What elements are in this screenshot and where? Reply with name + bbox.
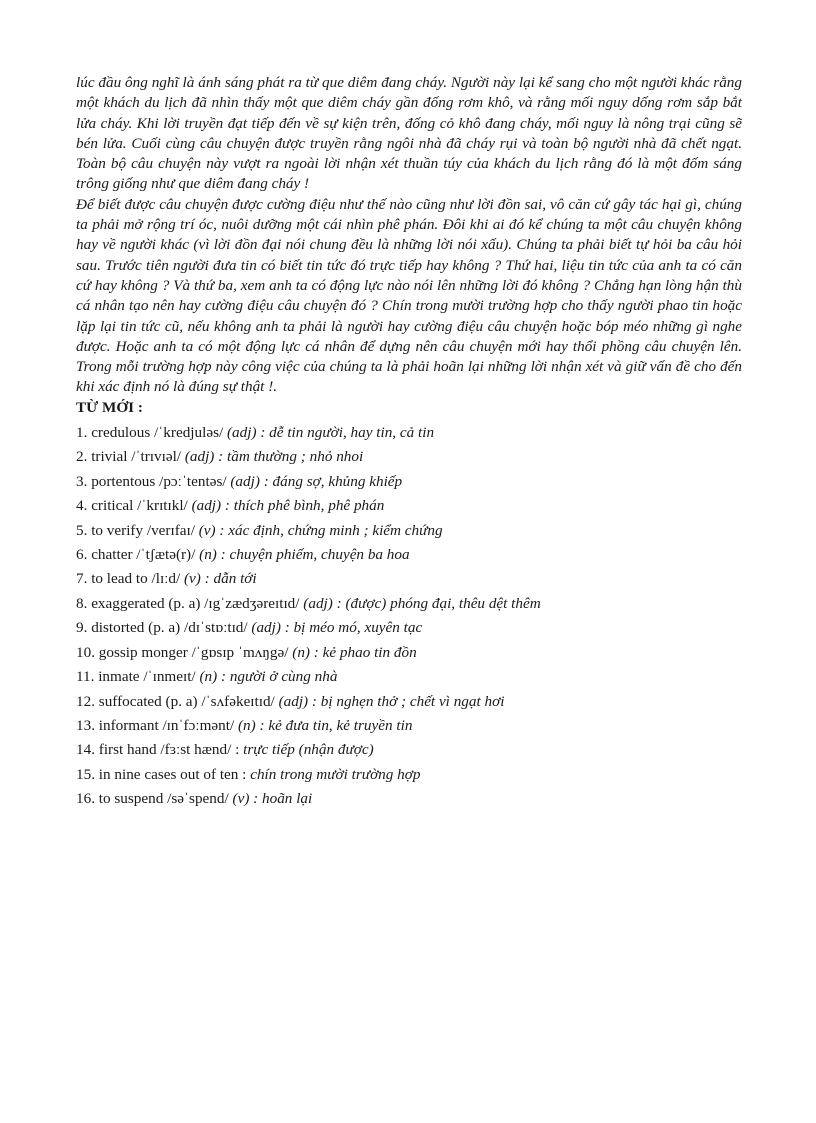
vocab-item	[76, 665, 742, 689]
story-paragraph-1: lúc đầu ông nghĩ là ánh sáng phát ra từ que diêm đang cháy. Người này lại kể sang cho một người khác rằng một khách du lịch đã nhìn thấy một que diêm cháy gần đống rơm khô, và rằng mối nguy dống rơm sắp bắt lửa cháy. Khi lời truyền đạt tiếp đến về sự kiện trên, đống cỏ khô đang cháy, mối nguy là nông trại cũng sẽ bén lửa. Cuối cùng câu chuyện được truyền rằng ngôi nhà đã cháy rụi và toàn bộ người nhà đã chết ngạt. Toàn bộ câu chuyện này vượt ra ngoài lời nhận xét thuần túy của khách du lịch rằng đó là một đốm sáng trông giống như que diêm đang cháy !	[76, 74, 742, 193]
vocab-term: 9. distorted (p. a) /dɪˈstɒːtɪd/	[76, 619, 252, 637]
vocab-item	[76, 543, 742, 567]
vocab-item	[76, 616, 742, 640]
vocab-pos: (adj)	[278, 692, 309, 710]
vocab-meaning: trực tiếp (nhận được)	[243, 741, 374, 759]
vocab-term: 8. exaggerated (p. a) /ɪgˈzædʒəreɪtɪd/	[76, 594, 304, 612]
vocab-item	[76, 641, 742, 665]
vocab-meaning: : kẻ phao tin đồn	[309, 643, 417, 661]
vocab-meaning: : xác định, chứng minh ; kiểm chứng	[215, 521, 443, 539]
vocab-pos: (adj)	[227, 424, 257, 442]
vocab-meaning: : tầm thường ; nhỏ nhoi	[214, 448, 364, 466]
vocab-term: 11. inmate /ˈɪnmeɪt/	[76, 668, 200, 686]
vocab-meaning: : người ở cùng nhà	[217, 668, 338, 686]
vocab-item	[76, 445, 742, 469]
vocab-meaning: : bị nghẹn thở ; chết vì ngạt hơi	[308, 692, 505, 710]
story-paragraph-2: Để biết được câu chuyện được cường điệu như thế nào cũng như lời đồn sai, vô căn cứ gây tác hại gì, chúng ta phải mở rộng trí óc, nuôi dưỡng một cái nhìn phê phán. Đôi khi ai đó kể chúng ta một câu chuyện không hay về người khác (vì lời đồn đại nói chung đều là những lời nói xấu). Chúng ta phải biết tự hỏi ba câu hỏi sau. Trước tiên người đưa tin có biết tin tức đó trực tiếp hay không ? Thứ hai, liệu tin tức của anh ta có căn cứ hay không ? Và thứ ba, xem anh ta có động lực nào nói lên những lời đó không ? Chẳng hạn lòng hận thù cá nhân tạo nên hay cường điệu câu chuyện đó ? Chín trong mười trường hợp cho thấy người phao tin hoặc lặp lại tin tức cũ, nếu không anh ta phải là người hay cường điệu câu chuyện hoặc bóp méo những gì nghe được. Hoặc anh ta có một động lực cá nhân để dựng nên câu chuyện mới hay thổi phồng câu chuyện lên. Trong mỗi trường hợp này công việc của chúng ta là phải hoãn lại những lời nhận xét và giữ vấn đề cho đến khi xác định nó là đúng sự thật !.	[76, 195, 742, 396]
vocab-pos: (v)	[184, 570, 201, 588]
vocab-pos: (adj)	[184, 448, 215, 466]
vocab-term: 15. in nine cases out of ten :	[76, 765, 251, 783]
vocab-item	[76, 592, 742, 616]
vocab-term: 1. credulous /ˈkredjuləs/	[76, 424, 227, 442]
vocab-pos: (adj)	[191, 497, 222, 515]
vocab-pos: (n)	[199, 546, 217, 564]
vocab-item	[76, 787, 742, 811]
vocab-term: 4. critical /ˈkrɪtɪkl/	[76, 497, 192, 515]
vocab-item	[76, 714, 742, 738]
vocab-term: 7. to lead to /lɪːd/	[76, 570, 184, 588]
vocab-item	[76, 763, 742, 787]
vocab-list	[76, 421, 742, 812]
vocab-term: 10. gossip monger /ˈgɒsɪp ˈmʌŋgə/	[76, 643, 293, 661]
vocab-meaning: : chuyện phiếm, chuyện ba hoa	[216, 546, 410, 564]
vocab-item	[76, 738, 742, 762]
vocab-term: 14. first hand /fɜːst hænd/ :	[76, 741, 244, 759]
vocab-meaning: : bị méo mó, xuyên tạc	[280, 619, 423, 637]
vocab-meaning: : dễ tin người, hay tin, cả tin	[256, 424, 435, 442]
vocab-item	[76, 690, 742, 714]
vocab-pos: (adj)	[230, 472, 260, 490]
vocab-pos: (v)	[232, 790, 250, 808]
vocab-term: 2. trivial /ˈtrɪvɪəl/	[76, 448, 185, 466]
vocab-term: 5. to verify /verɪfaɪ/	[76, 521, 199, 539]
vocab-item	[76, 494, 742, 518]
vocab-meaning: : dẫn tới	[200, 570, 257, 588]
vocab-pos: (n)	[199, 668, 218, 686]
vocab-term: 13. informant /ɪnˈfɔːmənt/	[76, 716, 238, 734]
vocab-meaning: : kẻ đưa tin, kẻ truyền tin	[255, 716, 413, 734]
vocab-meaning: : thích phê bình, phê phán	[221, 497, 385, 515]
vocab-term: 3. portentous /pɔːˈtentəs/	[76, 472, 231, 490]
vocab-term: 6. chatter /ˈtʃætə(r)/	[76, 546, 200, 564]
vocab-pos: (adj)	[251, 619, 281, 637]
vocab-heading: TỪ MỚI :	[76, 398, 143, 416]
vocab-item	[76, 421, 742, 445]
vocab-meaning: chín trong mười trường hợp	[250, 765, 421, 783]
document-page	[76, 73, 742, 812]
vocab-meaning: : (được) phóng đại, thêu dệt thêm	[332, 594, 541, 612]
vocab-item	[76, 470, 742, 494]
vocab-pos: (v)	[198, 521, 216, 539]
vocab-pos: (adj)	[303, 594, 333, 612]
vocab-meaning: : đáng sợ, khủng khiếp	[259, 472, 403, 490]
vocab-meaning: : hoãn lại	[249, 790, 313, 808]
vocab-term: 12. suffocated (p. a) /ˈsʌfəkeɪtɪd/	[76, 692, 279, 710]
vocab-pos: (n)	[237, 716, 256, 734]
vocab-item	[76, 567, 742, 591]
vocab-item	[76, 519, 742, 543]
vocab-pos: (n)	[292, 643, 310, 661]
vocab-term: 16. to suspend /səˈspend/	[76, 790, 233, 808]
